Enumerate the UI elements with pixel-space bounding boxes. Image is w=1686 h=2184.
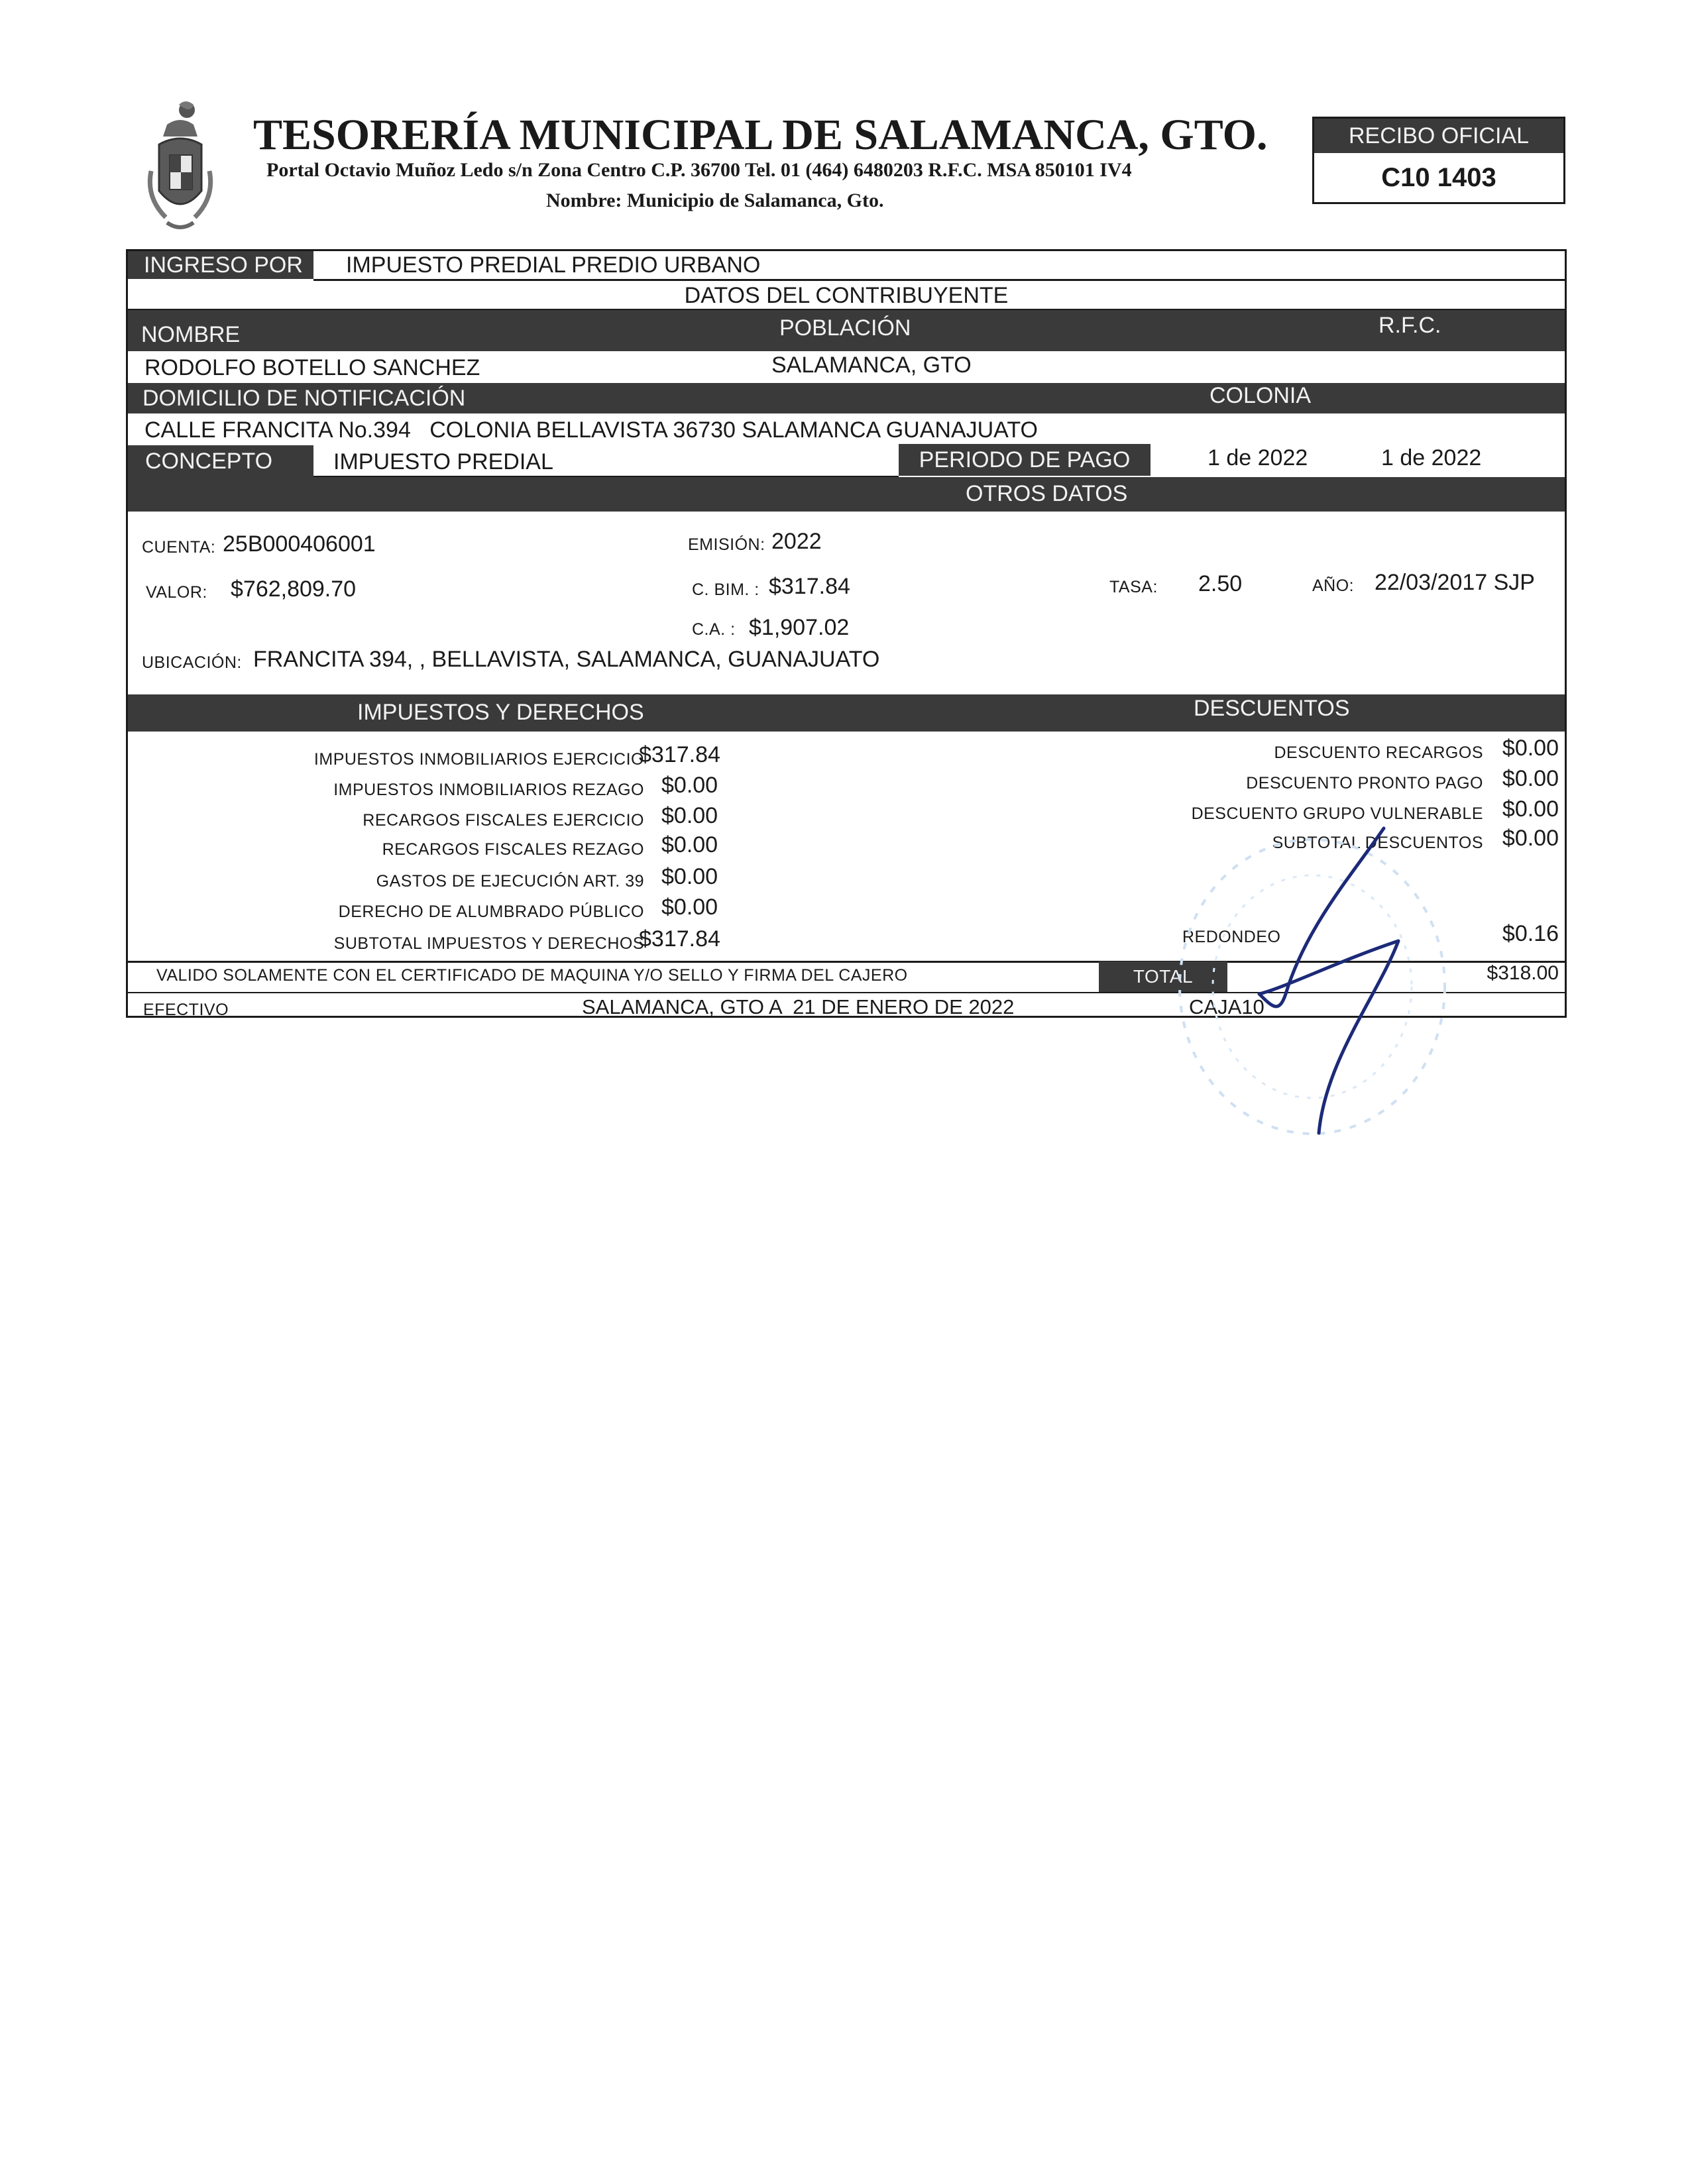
impuesto-value: $0.00 bbox=[661, 773, 718, 798]
forma-pago: EFECTIVO bbox=[143, 1001, 229, 1019]
rfc-label: R.F.C. bbox=[1378, 313, 1441, 338]
colonia-label: COLONIA bbox=[1209, 383, 1312, 408]
total-value: $318.00 bbox=[1487, 962, 1559, 984]
lugar-fecha: SALAMANCA, GTO A 21 DE ENERO DE 2022 bbox=[582, 995, 1015, 1018]
contribuyente-nombre: RODOLFO BOTELLO SANCHEZ bbox=[144, 355, 480, 380]
impuesto-value: $317.84 bbox=[639, 742, 720, 767]
cbim-label: C. BIM. : bbox=[692, 580, 759, 599]
municipality-name: Nombre: Municipio de Salamanca, Gto. bbox=[546, 190, 884, 211]
impuestos-title: IMPUESTOS Y DERECHOS bbox=[357, 700, 644, 725]
impuesto-value: $317.84 bbox=[639, 926, 720, 952]
caja-id: CAJA10 bbox=[1189, 995, 1264, 1018]
impuesto-label: SUBTOTAL IMPUESTOS Y DERECHOS bbox=[333, 934, 644, 953]
redondeo-value: $0.16 bbox=[1502, 921, 1559, 946]
descuento-value: $0.00 bbox=[1502, 796, 1559, 822]
ca-value: $1,907.02 bbox=[749, 615, 850, 640]
impuesto-label: GASTOS DE EJECUCIÓN ART. 39 bbox=[376, 872, 644, 891]
contribuyente-section-title: DATOS DEL CONTRIBUYENTE bbox=[684, 283, 1009, 308]
coat-of-arms-icon bbox=[147, 98, 213, 237]
cbim-value: $317.84 bbox=[769, 574, 850, 599]
domicilio-header-bar bbox=[128, 383, 1565, 413]
domicilio-label: DOMICILIO DE NOTIFICACIÓN bbox=[142, 386, 466, 411]
otros-title: OTROS DATOS bbox=[966, 481, 1128, 506]
impuesto-label: DERECHO DE ALUMBRADO PÚBLICO bbox=[338, 902, 644, 921]
nombre-label: NOMBRE bbox=[141, 322, 241, 347]
cuenta-value: 25B000406001 bbox=[223, 531, 376, 557]
periodo-label: PERIODO DE PAGO bbox=[899, 444, 1151, 476]
concepto-label: CONCEPTO bbox=[128, 445, 313, 477]
validez-note: VALIDO SOLAMENTE CON EL CERTIFICADO DE MAQUINA Y/O SELLO Y FIRMA DEL CAJERO bbox=[156, 966, 908, 985]
treasury-address: Portal Octavio Muñoz Ledo s/n Zona Centro C.P. 36700 Tel. 01 (464) 6480203 R.F.C. MSA 850101 IV4 bbox=[266, 159, 1132, 181]
tasa-label: TASA: bbox=[1109, 578, 1158, 596]
contribuyente-domicilio: CALLE FRANCITA No.394 COLONIA BELLAVISTA 36730 SALAMANCA GUANAJUATO bbox=[144, 417, 1038, 443]
impuesto-value: $0.00 bbox=[661, 895, 718, 920]
impuesto-label: RECARGOS FISCALES EJERCICIO bbox=[363, 811, 644, 830]
impuesto-label: IMPUESTOS INMOBILIARIOS REZAGO bbox=[333, 781, 644, 799]
list-item bbox=[862, 766, 1564, 795]
emision-value: 2022 bbox=[771, 529, 822, 554]
ubicacion-label: UBICACIÓN: bbox=[142, 653, 242, 672]
receipt-box bbox=[1312, 117, 1565, 204]
concepto-value: IMPUESTO PREDIAL bbox=[333, 449, 553, 474]
poblacion-label: POBLACIÓN bbox=[779, 315, 911, 341]
ubicacion-value: FRANCITA 394, , BELLAVISTA, SALAMANCA, GUANAJUATO bbox=[253, 647, 880, 672]
receipt-label: RECIBO OFICIAL bbox=[1314, 119, 1563, 153]
anio-value: 22/03/2017 SJP bbox=[1375, 570, 1535, 595]
descuento-value: $0.00 bbox=[1502, 826, 1559, 851]
redondeo-label: REDONDEO bbox=[1182, 928, 1281, 946]
ingreso-label: INGRESO POR bbox=[128, 251, 313, 279]
list-item bbox=[862, 826, 1564, 855]
impuesto-value: $0.00 bbox=[661, 864, 718, 889]
valor-value: $762,809.70 bbox=[231, 576, 357, 602]
total-label: TOTAL bbox=[1099, 961, 1227, 992]
receipt-number: C10 1403 bbox=[1381, 163, 1496, 192]
list-item bbox=[862, 796, 1564, 826]
ingreso-value: IMPUESTO PREDIAL PREDIO URBANO bbox=[346, 252, 761, 278]
periodo-desde: 1 de 2022 bbox=[1208, 445, 1308, 470]
descuento-label: DESCUENTO RECARGOS bbox=[1274, 743, 1483, 762]
impuesto-value: $0.00 bbox=[661, 803, 718, 828]
impuesto-label: RECARGOS FISCALES REZAGO bbox=[382, 840, 644, 859]
valor-label: VALOR: bbox=[146, 583, 207, 602]
periodo-hasta: 1 de 2022 bbox=[1381, 445, 1482, 470]
list-item bbox=[862, 736, 1564, 765]
ca-label: C.A. : bbox=[692, 620, 736, 639]
anio-label: AÑO: bbox=[1312, 576, 1355, 595]
descuento-value: $0.00 bbox=[1502, 766, 1559, 791]
descuento-value: $0.00 bbox=[1502, 736, 1559, 761]
descuento-label: SUBTOTAL DESCUENTOS bbox=[1272, 834, 1483, 852]
descuento-label: DESCUENTO PRONTO PAGO bbox=[1246, 774, 1483, 792]
descuentos-title: DESCUENTOS bbox=[1194, 696, 1350, 721]
impuesto-label: IMPUESTOS INMOBILIARIOS EJERCICIO bbox=[313, 750, 644, 769]
cuenta-label: CUENTA: bbox=[142, 538, 216, 557]
contribuyente-poblacion: SALAMANCA, GTO bbox=[771, 353, 972, 378]
otros-header-bar bbox=[128, 477, 1565, 512]
emision-label: EMISIÓN: bbox=[688, 535, 765, 554]
tasa-value: 2.50 bbox=[1198, 571, 1243, 596]
contribuyente-header-bar bbox=[128, 310, 1565, 351]
page-title: TESORERÍA MUNICIPAL DE SALAMANCA, GTO. bbox=[253, 111, 1268, 159]
descuento-label: DESCUENTO GRUPO VULNERABLE bbox=[1191, 804, 1483, 823]
impuesto-value: $0.00 bbox=[661, 832, 718, 857]
impuestos-header-bar bbox=[128, 694, 1565, 732]
